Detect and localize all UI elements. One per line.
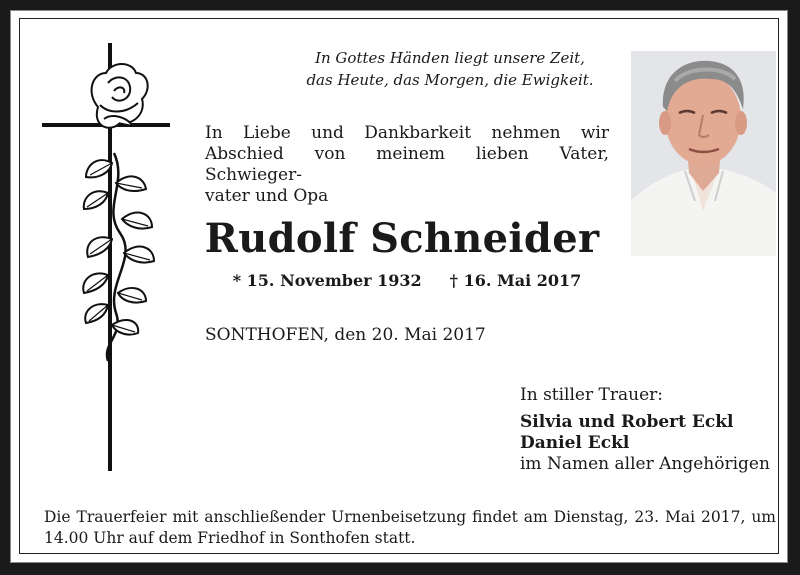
- life-dates: [205, 271, 609, 290]
- farewell-text: [205, 123, 609, 207]
- place-and-date: SONTHOFEN, den 20. Mai 2017: [205, 325, 486, 345]
- funeral-notice: [44, 507, 776, 549]
- mourners-closing: im Namen aller Angehörigen: [520, 454, 770, 474]
- birth-date: * 15. November 1932: [232, 271, 422, 290]
- funeral-line: 14.00 Uhr auf dem Friedhof in Sonthofen statt.: [44, 529, 416, 547]
- motto: [280, 47, 620, 91]
- motto-line: In Gottes Händen liegt unsere Zeit,: [315, 49, 585, 67]
- mourner-name: Daniel Eckl: [520, 433, 630, 453]
- deceased-name: Rudolf Schneider: [204, 215, 600, 262]
- mourners-block: [520, 385, 790, 475]
- mourners-heading: In stiller Trauer:: [520, 385, 663, 405]
- death-date: † 16. Mai 2017: [449, 271, 582, 290]
- cross-with-rose-icon: [42, 43, 182, 471]
- inner-frame: [19, 18, 779, 554]
- motto-line: das Heute, das Morgen, die Ewigkeit.: [306, 71, 594, 89]
- portrait-photo: [631, 51, 776, 256]
- farewell-line: vater und Opa: [205, 186, 329, 206]
- mourner-name: Silvia und Robert Eckl: [520, 412, 734, 432]
- obituary-card: [10, 10, 788, 563]
- farewell-line: Abschied von meinem lieben Vater, Schwieger-: [205, 144, 609, 185]
- farewell-line: In Liebe und Dankbarkeit nehmen wir: [205, 123, 609, 143]
- funeral-line: Die Trauerfeier mit anschließender Urnenbeisetzung findet am Dienstag, 23. Mai 2017, um: [44, 508, 776, 526]
